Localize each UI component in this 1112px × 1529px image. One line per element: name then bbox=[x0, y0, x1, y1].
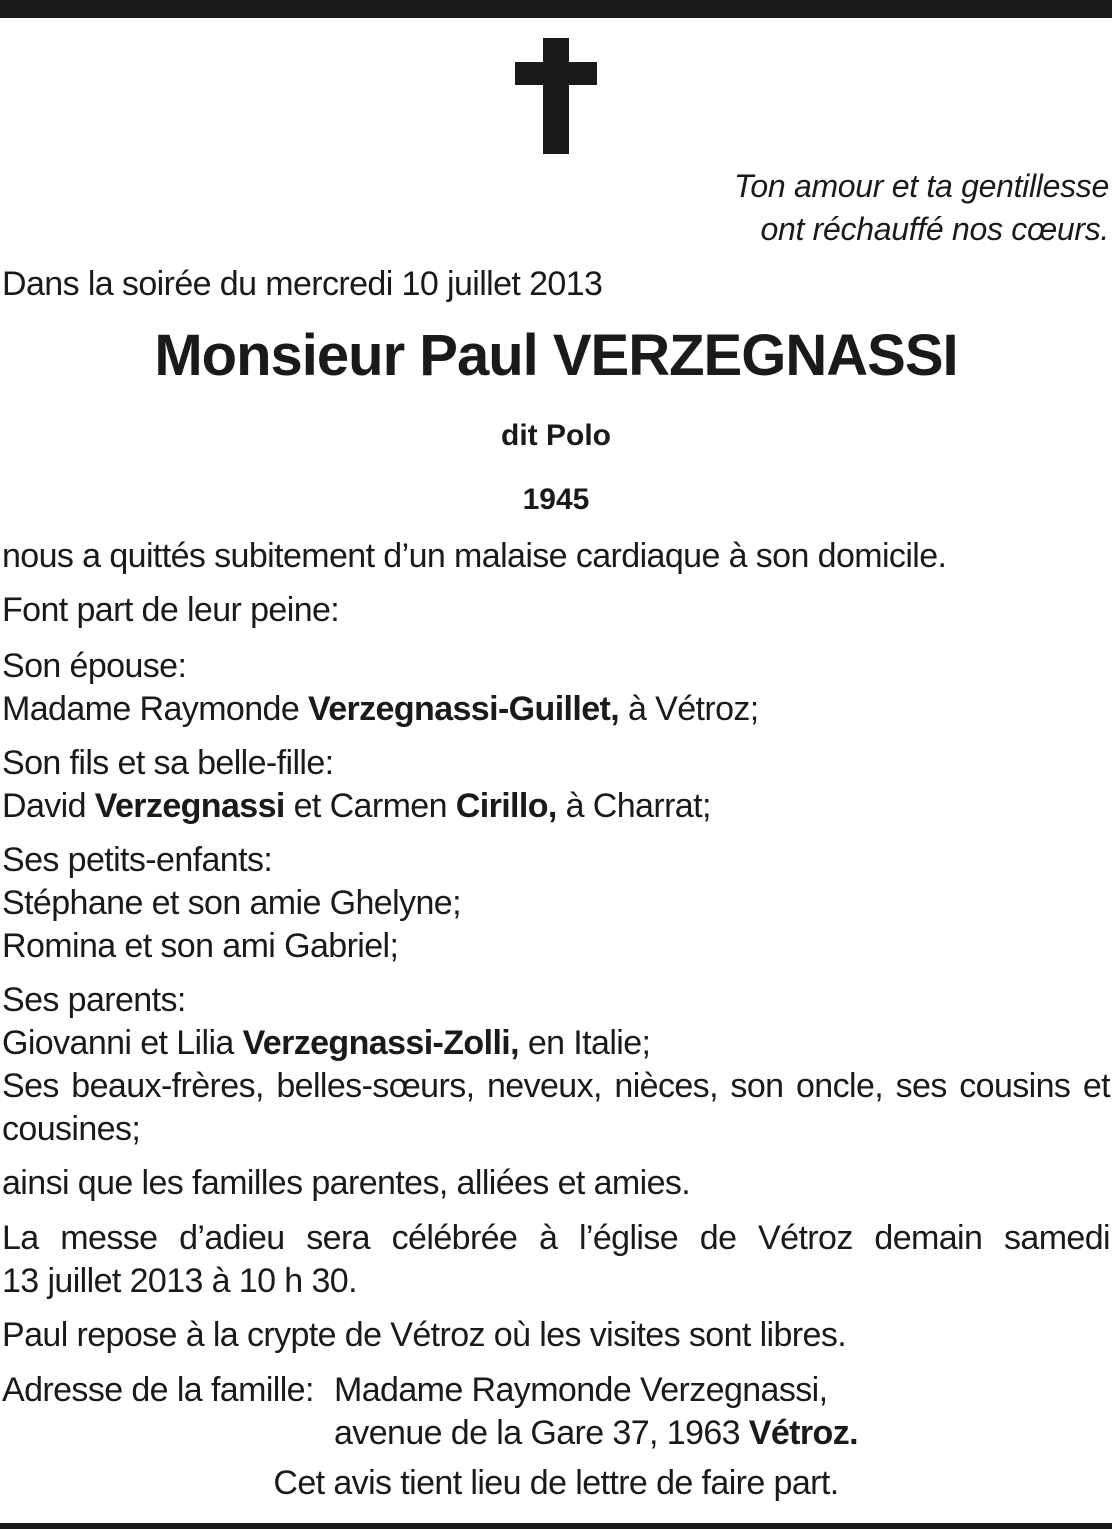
relatives-line-2: cousines; bbox=[2, 1110, 141, 1148]
address-line-1: Madame Raymonde Verzegnassi, bbox=[334, 1371, 828, 1409]
spouse-suffix: à Vétroz; bbox=[619, 690, 759, 728]
son-surname: Verzegnassi bbox=[94, 787, 285, 825]
parents-line bbox=[2, 1022, 650, 1065]
mass-paragraph bbox=[2, 1217, 1110, 1303]
quote-line-1: Ton amour et ta gentillesse bbox=[734, 168, 1109, 204]
intro-date: Dans la soirée du mercredi 10 juillet 2013 bbox=[2, 265, 603, 303]
visits-line: Paul repose à la crypte de Vétroz où les visites sont libres. bbox=[2, 1316, 847, 1354]
announcement-line: Font part de leur peine: bbox=[2, 591, 340, 629]
address-line-2 bbox=[334, 1412, 858, 1455]
son-part-2: et Carmen bbox=[284, 787, 456, 825]
daughter-in-law-surname: Cirillo, bbox=[455, 787, 557, 825]
epigraph-quote bbox=[734, 165, 1109, 251]
grandchildren-heading: Ses petits-enfants: bbox=[2, 841, 273, 879]
grandchild-line-2: Romina et son ami Gabriel; bbox=[2, 927, 399, 965]
mass-line-1: La messe d’adieu sera célébrée à l’église de Vétroz demain samedi bbox=[2, 1219, 1110, 1257]
son-line bbox=[2, 785, 711, 828]
quote-line-2: ont réchauffé nos cœurs. bbox=[760, 211, 1109, 247]
relatives-paragraph bbox=[2, 1065, 1110, 1151]
deceased-nickname: dit Polo bbox=[501, 419, 611, 452]
son-suffix: à Charrat; bbox=[556, 787, 711, 825]
address-town: Vétroz. bbox=[748, 1414, 858, 1452]
spouse-heading: Son épouse: bbox=[2, 647, 187, 685]
son-part-1: David bbox=[2, 787, 95, 825]
birth-year: 1945 bbox=[522, 483, 590, 516]
cause-of-death: nous a quittés subitement d’un malaise cardiaque à son domicile. bbox=[2, 537, 947, 575]
address-street: avenue de la Gare 37, 1963 bbox=[334, 1414, 749, 1452]
spouse-prefix: Madame Raymonde bbox=[2, 690, 308, 728]
spouse-surname: Verzegnassi-Guillet, bbox=[308, 690, 620, 728]
footer-note: Cet avis tient lieu de lettre de faire part. bbox=[273, 1464, 839, 1502]
parents-suffix: en Italie; bbox=[519, 1024, 651, 1062]
grandchild-line-1: Stéphane et son amie Ghelyne; bbox=[2, 884, 461, 922]
cross-icon bbox=[515, 38, 597, 154]
families-line: ainsi que les familles parentes, alliées et amies. bbox=[2, 1164, 691, 1202]
address-label: Adresse de la famille: bbox=[2, 1371, 314, 1409]
parents-heading: Ses parents: bbox=[2, 981, 186, 1019]
bottom-border-rule bbox=[0, 1523, 1112, 1529]
spouse-line bbox=[2, 688, 759, 731]
mass-line-2: 13 juillet 2013 à 10 h 30. bbox=[2, 1262, 357, 1300]
deceased-name: Monsieur Paul VERZEGNASSI bbox=[154, 323, 958, 388]
relatives-line-1: Ses beaux-frères, belles-sœurs, neveux, nièces, son oncle, ses cousins et bbox=[2, 1067, 1110, 1105]
top-border-rule bbox=[0, 0, 1112, 18]
parents-surname: Verzegnassi-Zolli, bbox=[242, 1024, 519, 1062]
parents-prefix: Giovanni et Lilia bbox=[2, 1024, 243, 1062]
son-heading: Son fils et sa belle-fille: bbox=[2, 744, 334, 782]
